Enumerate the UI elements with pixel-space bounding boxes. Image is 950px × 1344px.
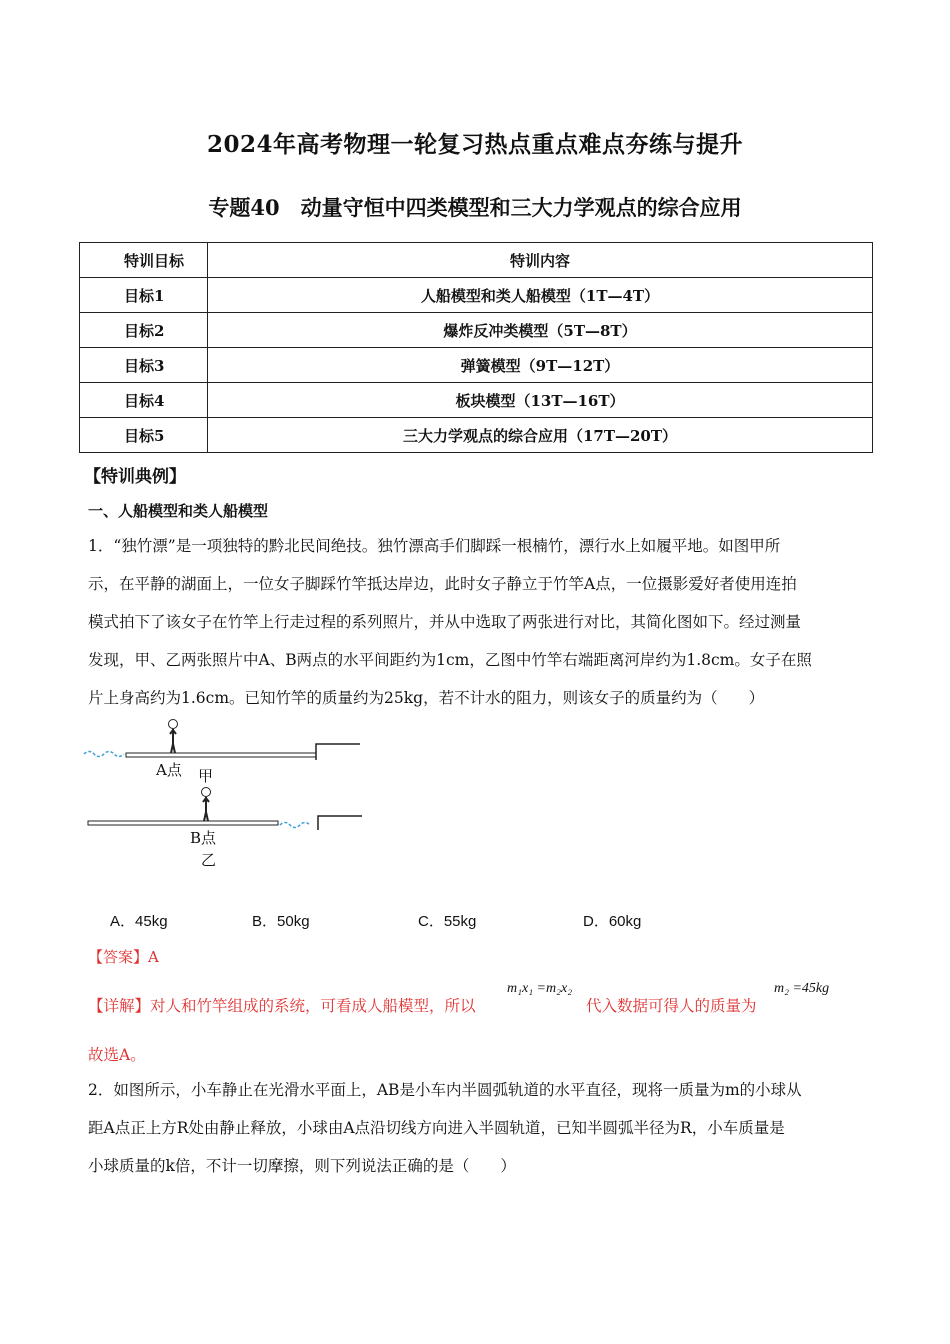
question-line: 片上身高约为1.6cm。已知竹竿的质量约为25kg，若不计水的阻力，则该女子的质量约为（ ） bbox=[88, 689, 765, 707]
formula-result: m₂ =45kg bbox=[774, 981, 830, 996]
section-heading: 一、人船模型和类人船模型 bbox=[88, 502, 269, 520]
question-line: 发现，甲、乙两张照片中A、B两点的水平间距约为1cm，乙图中竹竿右端距离河岸约为1.8cm。女子在照 bbox=[88, 651, 812, 669]
question-line: 2．如图所示，小车静止在光滑水平面上，AB是小车内半圆弧轨道的水平直径，现将一质量为m的小球从 bbox=[88, 1081, 802, 1099]
option-b: B．50kg bbox=[252, 913, 310, 930]
page-subtitle: 专题40 动量守恒中四类模型和三大力学观点的综合应用 bbox=[208, 195, 742, 220]
question-line: 1．“独竹漂”是一项独特的黔北民间绝技。独竹漂高手们脚踩一根楠竹，漂行水上如履平地。如图甲所 bbox=[88, 537, 781, 555]
table-row bbox=[80, 383, 873, 418]
table-cell: 爆炸反冲类模型（5T—8T） bbox=[208, 313, 873, 348]
page-title: 2024年高考物理一轮复习热点重点难点夯练与提升 bbox=[206, 131, 743, 158]
table-cell: 目标1 bbox=[80, 278, 208, 313]
question-line: 示，在平静的湖面上，一位女子脚踩竹竿抵达岸边，此时女子静立于竹竿A点，一位摄影爱好者使用连拍 bbox=[88, 575, 797, 593]
table-row bbox=[80, 278, 873, 313]
table-cell: 三大力学观点的综合应用（17T—20T） bbox=[208, 418, 873, 453]
table-cell: 目标3 bbox=[80, 348, 208, 383]
table-cell: 目标5 bbox=[80, 418, 208, 453]
table-cell: 板块模型（13T—16T） bbox=[208, 383, 873, 418]
conclusion: 故选A。 bbox=[88, 1046, 146, 1064]
question-line: 距A点正上方R处由静止释放，小球由A点沿切线方向进入半圆轨道，已知半圆弧半径为R，小车质量是 bbox=[88, 1119, 785, 1137]
table-cell: 人船模型和类人船模型（1T—4T） bbox=[208, 278, 873, 313]
option-a: A．45kg bbox=[110, 913, 168, 930]
table-row bbox=[80, 313, 873, 348]
formula-momentum: m₁x₁ =m₂x₂ bbox=[507, 981, 573, 996]
table-row bbox=[80, 348, 873, 383]
figure-label-jia: 甲 bbox=[198, 767, 214, 785]
option-d: D．60kg bbox=[583, 913, 642, 930]
targets-table bbox=[79, 242, 873, 453]
table-header-row bbox=[80, 243, 873, 278]
option-c: C．55kg bbox=[418, 913, 477, 930]
figure-label-yi: 乙 bbox=[201, 851, 217, 869]
table-cell: 目标4 bbox=[80, 383, 208, 418]
figure-label-b: B点 bbox=[190, 829, 217, 847]
table-cell: 弹簧模型（9T—12T） bbox=[208, 348, 873, 383]
explanation-mid: 代入数据可得人的质量为 bbox=[586, 997, 757, 1015]
table-cell: 目标2 bbox=[80, 313, 208, 348]
question-line: 小球质量的k倍，不计一切摩擦，则下列说法正确的是（ ） bbox=[88, 1157, 516, 1175]
bamboo-figure bbox=[80, 712, 380, 872]
table-header-cell: 特训目标 bbox=[80, 243, 208, 278]
table-row bbox=[80, 418, 873, 453]
question-line: 模式拍下了该女子在竹竿上行走过程的系列照片，并从中选取了两张进行对比，其简化图如下。经过测量 bbox=[88, 613, 802, 631]
figure-label-a: A点 bbox=[156, 761, 182, 779]
examples-heading: 【特训典例】 bbox=[84, 467, 186, 487]
explanation-prefix: 【详解】对人和竹竿组成的系统，可看成人船模型，所以 bbox=[88, 997, 476, 1015]
table-header-cell: 特训内容 bbox=[208, 243, 873, 278]
answer: 【答案】A bbox=[88, 948, 159, 966]
